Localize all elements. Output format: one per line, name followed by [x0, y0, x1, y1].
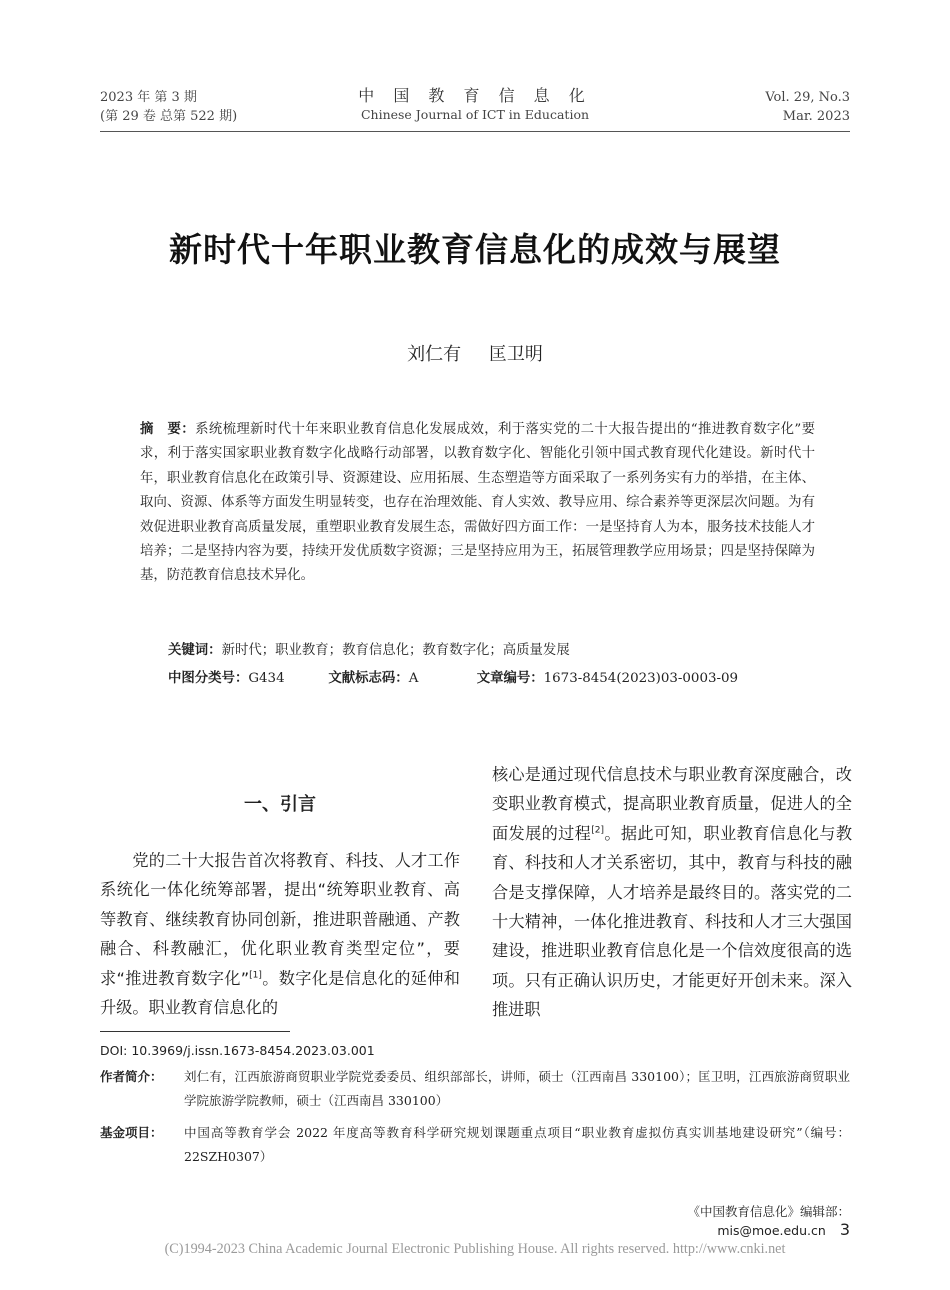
volume-info [680, 88, 850, 126]
author-intro-text: 刘仁有，江西旅游商贸职业学院党委委员、组织部部长，讲师，硕士（江西南昌 330100）；匡卫明，江西旅游商贸职业学院旅游学院教师，硕士（江西南昌 330100） [184, 1069, 850, 1108]
doc-code-label: 文献标志码： [328, 671, 409, 686]
volume-total: (第 29 卷 总第 522 期) [100, 109, 238, 124]
abstract-label: 摘 要： [140, 422, 196, 437]
article-number-label: 文章编号： [476, 671, 544, 686]
body-text: 党的二十大报告首次将教育、科技、人才工作系统化一体化统筹部署，提出“统筹职业教育、高等教育、继续教育协同创新，推进职普融通、产教融合、科教融汇，优化职业教育类型定位”，要求“推进教育数字化” [100, 851, 460, 988]
body-paragraph [492, 760, 852, 1025]
fund-text: 中国高等教育学会 2022 年度高等教育科学研究规划课题重点项目“职业教育虚拟仿真实训基地建设研究”（编号：22SZH0307） [184, 1125, 850, 1164]
body-paragraph [100, 846, 460, 1022]
header-divider [100, 131, 850, 132]
body-left-column [100, 846, 460, 1022]
editorial-contact: 《中国教育信息化》编辑部：mis@moe.edu.cn [687, 1204, 850, 1238]
author-intro-label: 作者简介： [100, 1069, 163, 1084]
fund-label: 基金项目： [100, 1125, 163, 1140]
classification-line [168, 667, 818, 686]
citation-ref: [2] [591, 825, 604, 836]
paper-title: 新时代十年职业教育信息化的成效与展望 [169, 230, 781, 269]
volume-number: Vol. 29, No.3 [765, 90, 850, 105]
body-text: 。数字化是信息化的延伸和升级。职业教育信息化的 [100, 968, 460, 1018]
keywords-text: 新时代；职业教育；教育信息化；教育数字化；高质量发展 [221, 643, 570, 658]
clc-label: 中图分类号： [168, 671, 249, 686]
issue-date: Mar. 2023 [782, 109, 850, 124]
copyright-notice: (C)1994-2023 China Academic Journal Electronic Publishing House. All rights reserved. http://www.cnki.net [164, 1241, 786, 1257]
citation-ref: [1] [249, 970, 262, 981]
abstract [140, 418, 815, 589]
paper-authors: 刘仁有 匡卫明 [407, 344, 543, 365]
page-number: 3 [839, 1220, 850, 1239]
article-number-value: 1673-8454(2023)03-0003-09 [543, 671, 739, 686]
journal-name-en: Chinese Journal of ICT in Education [360, 107, 590, 122]
keywords-label: 关键词： [168, 643, 222, 658]
keywords [168, 639, 808, 658]
issue-number: 2023 年 第 3 期 [100, 90, 197, 105]
doc-code-value: A [408, 671, 419, 686]
abstract-text: 系统梳理新时代十年来职业教育信息化发展成效，利于落实党的二十大报告提出的“推进教育数字化”要求，利于落实国家职业教育数字化战略行动部署，以教育数字化、智能化引领中国式教育现代化建设。新时代十年，职业教育信息化在政策引导、资源建设、应用拓展、生态塑造等方面采取了一系列务实有力的举措，在主体、取向、资源、体系等方面发生明显转变，也存在治理效能、育人实效、教导应用、综合素养等更深层次问题。为有效促进职业教育高质量发展，重塑职业教育发展生态，需做好四方面工作：一是坚持育人为本，服务技术技能人才培养；二是坚持内容为要，持续开发优质数字资源；三是坚持应用为王，拓展管理教学应用场景；四是坚持保障为基，防范教育信息技术异化。 [140, 422, 815, 584]
clc-value: G434 [248, 671, 285, 686]
footnote-divider [100, 1031, 290, 1032]
author-intro [100, 1065, 850, 1113]
body-text: 核心是通过现代信息技术与职业教育深度融合，改变职业教育模式，提高职业教育质量，促进人的全面发展的过程 [492, 765, 852, 843]
fund-project [100, 1121, 850, 1169]
issue-info [100, 88, 237, 126]
body-right-column [492, 760, 852, 1025]
doi: DOI: 10.3969/j.issn.1673-8454.2023.03.001 [100, 1043, 375, 1058]
section-heading: 一、引言 [244, 794, 316, 815]
body-text: 。据此可知，职业教育信息化与教育、科技和人才关系密切，其中，教育与科技的融合是支撑保障，人才培养是最终目的。落实党的二十大精神，一体化推进教育、科技和人才三大强国建设，推进职业教育信息化是一个信效度很高的选项。只有正确认识历史，才能更好开创未来。深入推进职 [492, 823, 853, 1020]
page-footer [560, 1202, 850, 1239]
journal-name [300, 86, 650, 124]
journal-name-cn: 中 国 教 育 信 息 化 [358, 86, 592, 105]
